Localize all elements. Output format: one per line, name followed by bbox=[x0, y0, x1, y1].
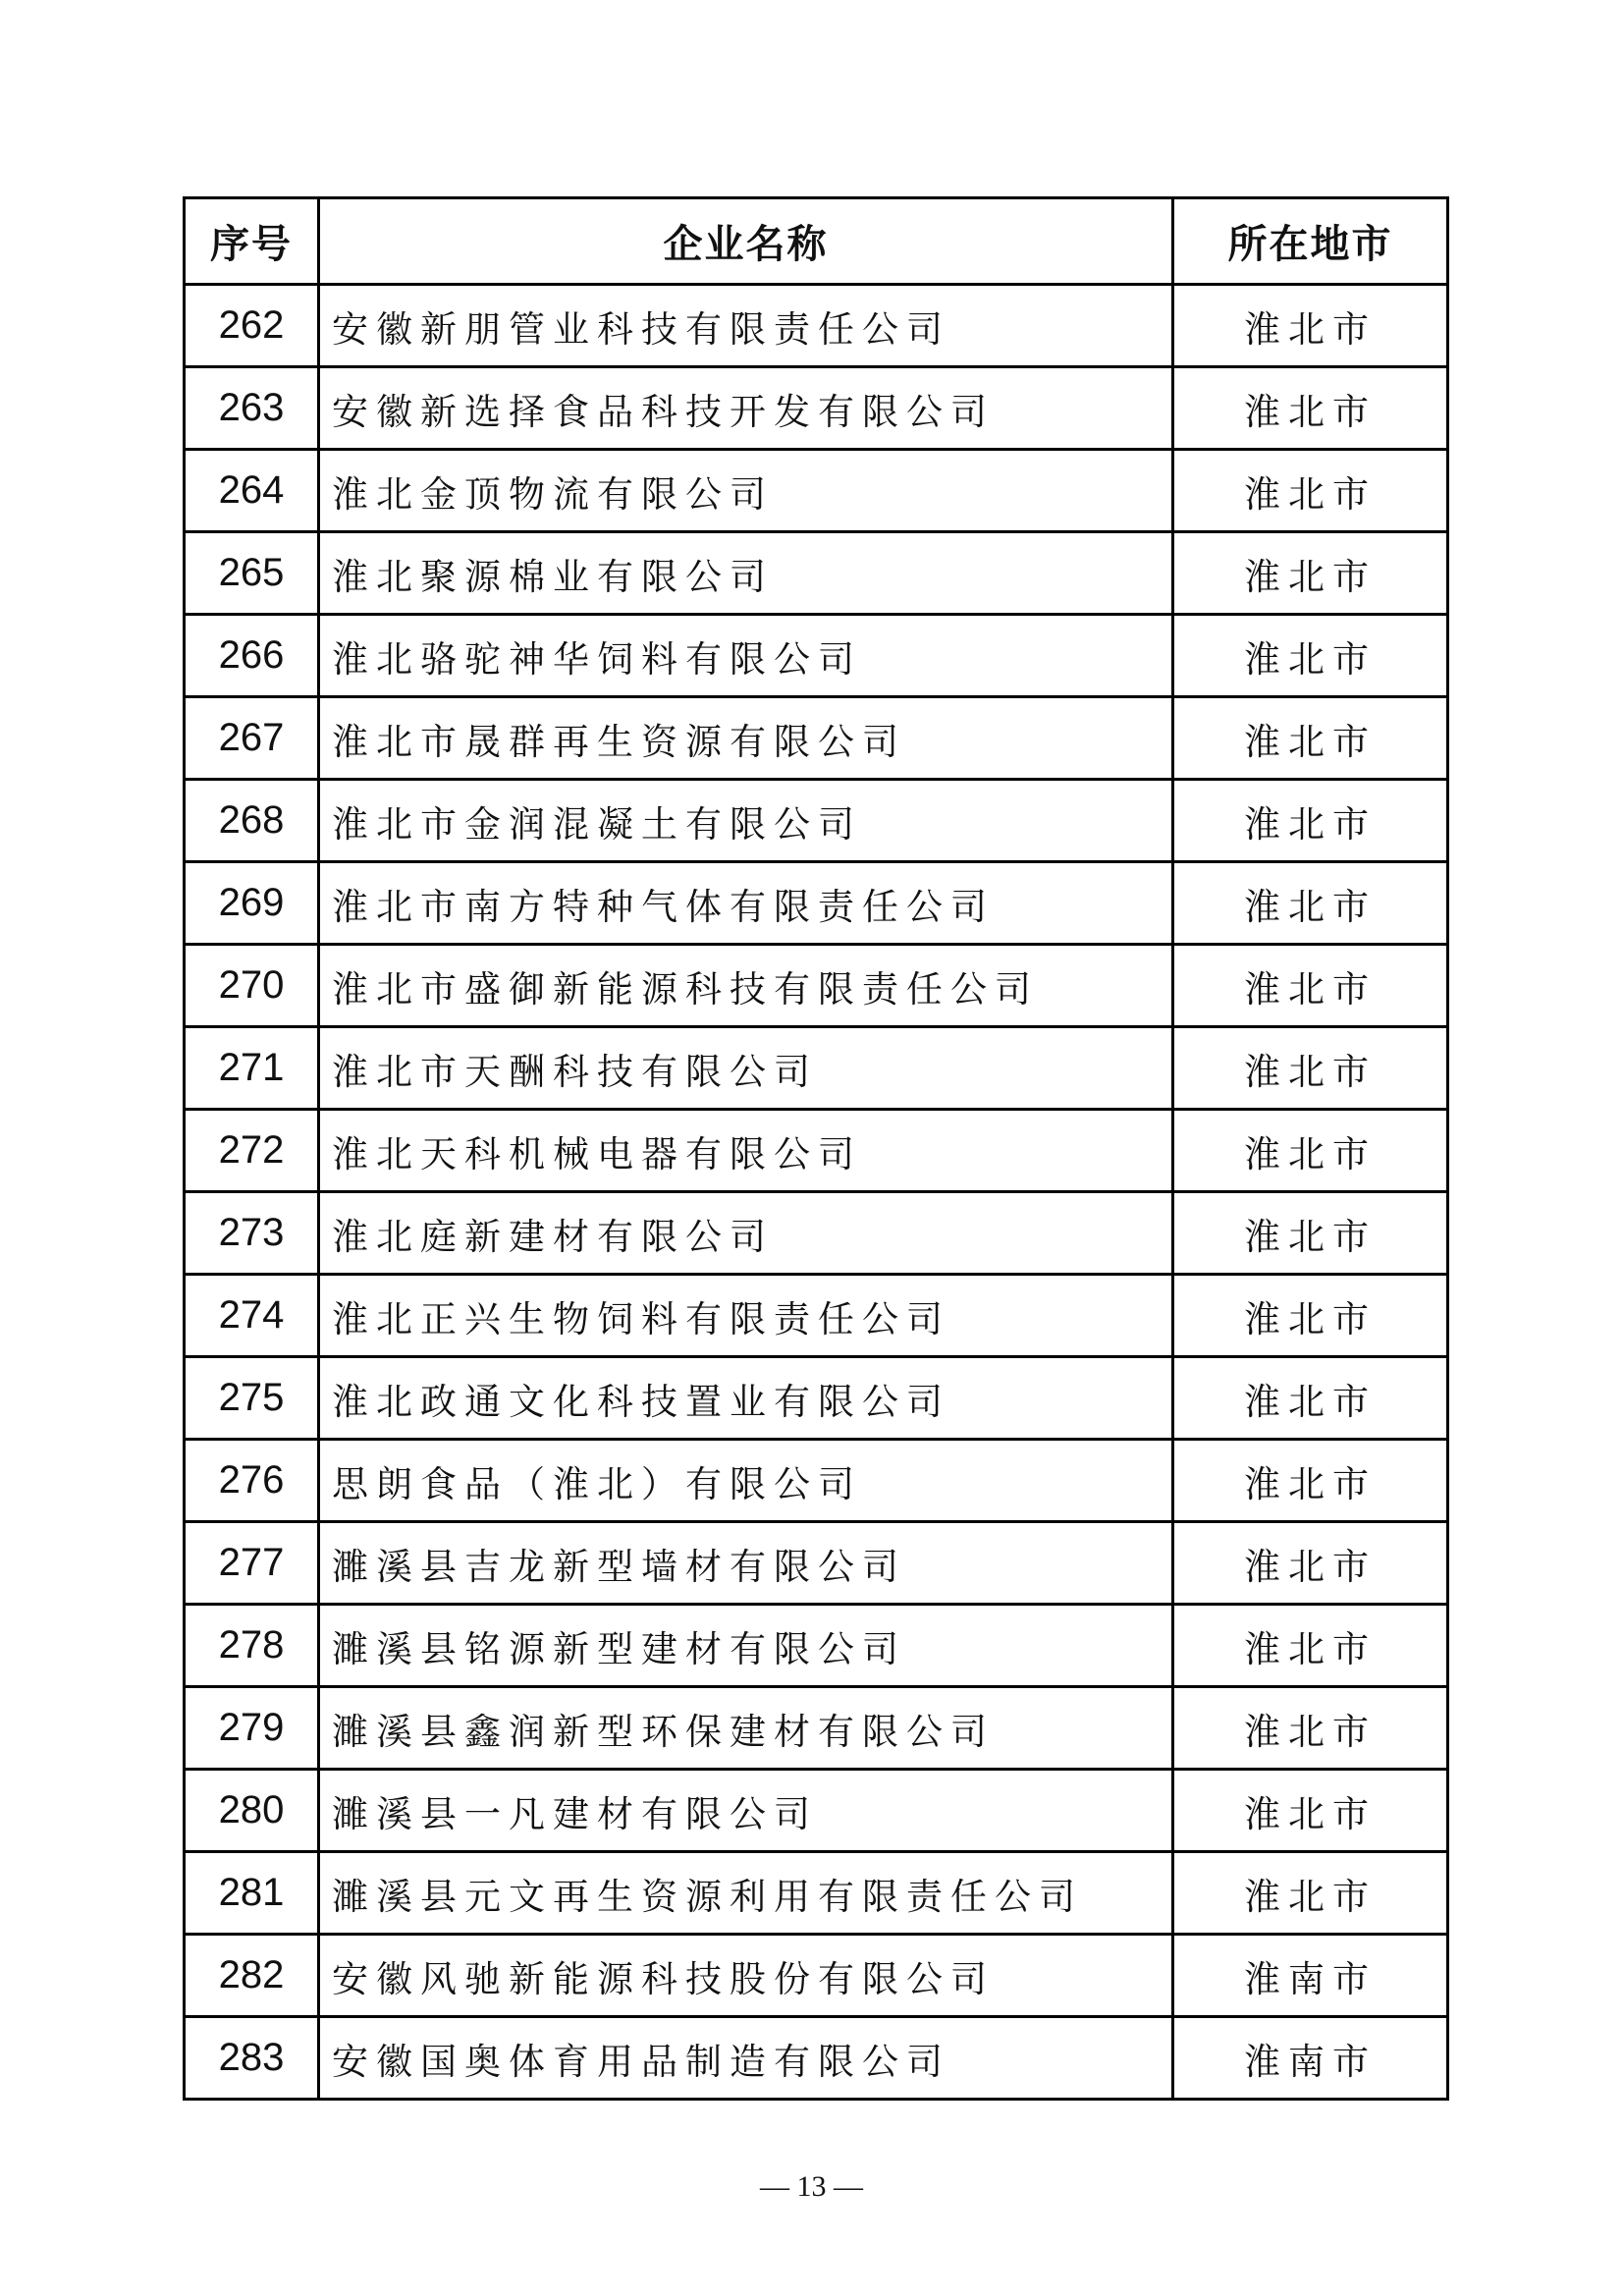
row-company-name: 淮北市盛御新能源科技有限责任公司 bbox=[319, 945, 1173, 1027]
row-company-name: 淮北政通文化科技置业有限公司 bbox=[319, 1357, 1173, 1440]
row-city: 淮北市 bbox=[1173, 1522, 1448, 1605]
row-company-name: 淮北市南方特种气体有限责任公司 bbox=[319, 862, 1173, 945]
row-index: 276 bbox=[185, 1440, 319, 1522]
table-body bbox=[185, 285, 1448, 2100]
row-city: 淮北市 bbox=[1173, 532, 1448, 615]
header-index: 序号 bbox=[185, 198, 319, 285]
row-index: 278 bbox=[185, 1605, 319, 1687]
table-row bbox=[185, 1440, 1448, 1522]
table-row bbox=[185, 1605, 1448, 1687]
row-index: 282 bbox=[185, 1935, 319, 2017]
row-company-name: 淮北天科机械电器有限公司 bbox=[319, 1110, 1173, 1192]
row-city: 淮北市 bbox=[1173, 945, 1448, 1027]
row-city: 淮北市 bbox=[1173, 1687, 1448, 1770]
table-row bbox=[185, 1357, 1448, 1440]
row-index: 266 bbox=[185, 615, 319, 697]
row-index: 275 bbox=[185, 1357, 319, 1440]
row-index: 271 bbox=[185, 1027, 319, 1110]
row-company-name: 淮北市晟群再生资源有限公司 bbox=[319, 697, 1173, 780]
row-index: 272 bbox=[185, 1110, 319, 1192]
table-row bbox=[185, 1522, 1448, 1605]
row-company-name: 淮北市金润混凝土有限公司 bbox=[319, 780, 1173, 862]
table-row bbox=[185, 1192, 1448, 1275]
row-index: 277 bbox=[185, 1522, 319, 1605]
enterprise-table bbox=[183, 196, 1449, 2101]
row-company-name: 淮北庭新建材有限公司 bbox=[319, 1192, 1173, 1275]
row-city: 淮北市 bbox=[1173, 1027, 1448, 1110]
row-company-name: 淮北骆驼神华饲料有限公司 bbox=[319, 615, 1173, 697]
row-city: 淮北市 bbox=[1173, 615, 1448, 697]
row-city: 淮北市 bbox=[1173, 780, 1448, 862]
table-row bbox=[185, 945, 1448, 1027]
row-index: 269 bbox=[185, 862, 319, 945]
row-company-name: 思朗食品（淮北）有限公司 bbox=[319, 1440, 1173, 1522]
row-city: 淮北市 bbox=[1173, 1192, 1448, 1275]
row-city: 淮北市 bbox=[1173, 697, 1448, 780]
row-city: 淮北市 bbox=[1173, 1770, 1448, 1852]
row-city: 淮北市 bbox=[1173, 1275, 1448, 1357]
table-row bbox=[185, 615, 1448, 697]
row-index: 267 bbox=[185, 697, 319, 780]
row-index: 268 bbox=[185, 780, 319, 862]
row-index: 265 bbox=[185, 532, 319, 615]
row-company-name: 安徽风驰新能源科技股份有限公司 bbox=[319, 1935, 1173, 2017]
row-city: 淮北市 bbox=[1173, 450, 1448, 532]
row-index: 281 bbox=[185, 1852, 319, 1935]
table-row bbox=[185, 1275, 1448, 1357]
row-index: 270 bbox=[185, 945, 319, 1027]
row-company-name: 淮北金顶物流有限公司 bbox=[319, 450, 1173, 532]
table-row bbox=[185, 1027, 1448, 1110]
row-city: 淮北市 bbox=[1173, 285, 1448, 367]
row-index: 280 bbox=[185, 1770, 319, 1852]
row-city: 淮南市 bbox=[1173, 1935, 1448, 2017]
table-row bbox=[185, 367, 1448, 450]
row-index: 279 bbox=[185, 1687, 319, 1770]
row-company-name: 濉溪县鑫润新型环保建材有限公司 bbox=[319, 1687, 1173, 1770]
page-number: — 13 — bbox=[760, 2170, 863, 2203]
row-company-name: 濉溪县元文再生资源利用有限责任公司 bbox=[319, 1852, 1173, 1935]
row-index: 262 bbox=[185, 285, 319, 367]
table-row bbox=[185, 1687, 1448, 1770]
header-city: 所在地市 bbox=[1173, 198, 1448, 285]
row-index: 264 bbox=[185, 450, 319, 532]
row-index: 274 bbox=[185, 1275, 319, 1357]
table-row bbox=[185, 1935, 1448, 2017]
row-city: 淮北市 bbox=[1173, 862, 1448, 945]
row-index: 263 bbox=[185, 367, 319, 450]
row-company-name: 安徽国奥体育用品制造有限公司 bbox=[319, 2017, 1173, 2100]
row-company-name: 濉溪县吉龙新型墙材有限公司 bbox=[319, 1522, 1173, 1605]
table-row bbox=[185, 780, 1448, 862]
row-company-name: 安徽新选择食品科技开发有限公司 bbox=[319, 367, 1173, 450]
row-company-name: 淮北市天酬科技有限公司 bbox=[319, 1027, 1173, 1110]
table-row bbox=[185, 1852, 1448, 1935]
table-row bbox=[185, 1110, 1448, 1192]
row-city: 淮北市 bbox=[1173, 1440, 1448, 1522]
table-header-row bbox=[185, 198, 1448, 285]
table-row bbox=[185, 285, 1448, 367]
table-row bbox=[185, 862, 1448, 945]
row-index: 273 bbox=[185, 1192, 319, 1275]
row-company-name: 濉溪县铭源新型建材有限公司 bbox=[319, 1605, 1173, 1687]
table-row bbox=[185, 450, 1448, 532]
table-row bbox=[185, 2017, 1448, 2100]
row-city: 淮南市 bbox=[1173, 2017, 1448, 2100]
row-city: 淮北市 bbox=[1173, 1110, 1448, 1192]
header-name: 企业名称 bbox=[319, 198, 1173, 285]
row-company-name: 淮北正兴生物饲料有限责任公司 bbox=[319, 1275, 1173, 1357]
row-company-name: 濉溪县一凡建材有限公司 bbox=[319, 1770, 1173, 1852]
row-company-name: 安徽新朋管业科技有限责任公司 bbox=[319, 285, 1173, 367]
row-city: 淮北市 bbox=[1173, 1605, 1448, 1687]
table-row bbox=[185, 532, 1448, 615]
row-city: 淮北市 bbox=[1173, 367, 1448, 450]
row-index: 283 bbox=[185, 2017, 319, 2100]
row-city: 淮北市 bbox=[1173, 1357, 1448, 1440]
row-company-name: 淮北聚源棉业有限公司 bbox=[319, 532, 1173, 615]
row-city: 淮北市 bbox=[1173, 1852, 1448, 1935]
table-row bbox=[185, 1770, 1448, 1852]
table-row bbox=[185, 697, 1448, 780]
